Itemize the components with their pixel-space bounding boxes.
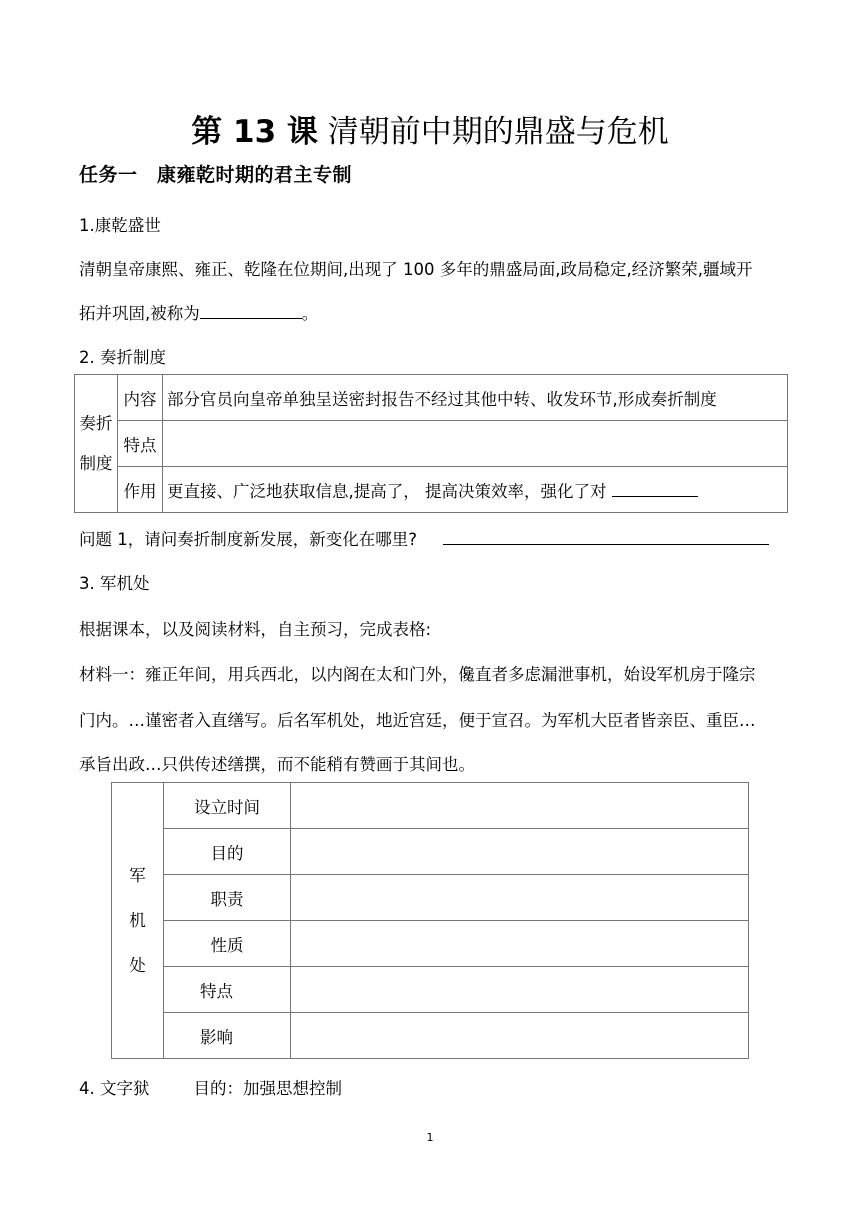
row-value-empty[interactable]: [291, 967, 749, 1013]
table-row: [75, 467, 788, 513]
group-label-line-1: 奏折: [79, 413, 113, 433]
table-row: [75, 375, 788, 421]
table-row: [112, 783, 749, 829]
table-row: [112, 967, 749, 1013]
fill-blank[interactable]: [200, 300, 302, 319]
row-value-empty[interactable]: [163, 421, 788, 467]
group-label-cell: [75, 375, 118, 513]
group-label-char: 军: [129, 866, 146, 885]
fill-blank[interactable]: [612, 478, 698, 497]
row-value-empty[interactable]: [291, 829, 749, 875]
section-1-text-line-1: 清朝皇帝康熙、雍正、乾隆在位期间,出现了 100 多年的鼎盛局面,政局稳定,经济繁荣,疆域开: [79, 260, 753, 279]
table-row: [75, 421, 788, 467]
section-3-instruction: 根据课本，以及阅读材料，自主预习，完成表格:: [79, 620, 432, 639]
page-title: [0, 106, 860, 151]
question-1: [79, 526, 769, 550]
group-label-cell: [112, 783, 164, 1059]
group-label-line-2: 制度: [79, 453, 113, 473]
row-value: 部分官员向皇帝单独呈送密封报告不经过其他中转、收发环节,形成奏折制度: [163, 375, 788, 421]
lesson-topic: 清朝前中期的鼎盛与危机: [327, 114, 669, 150]
lesson-number: 第 13 课: [191, 114, 318, 150]
task-heading: 任务一 康雍乾时期的君主专制: [79, 164, 353, 186]
row-label: 影响: [164, 1013, 291, 1059]
section-4-purpose: 目的：加强思想控制: [193, 1079, 342, 1098]
table-row: [112, 829, 749, 875]
row-label: 作用: [118, 467, 163, 513]
section-3-heading: 3. 军机处: [79, 574, 150, 593]
row-label: 目的: [164, 829, 291, 875]
question-1-text: 问题 1，请问奏折制度新发展，新变化在哪里?: [79, 530, 418, 549]
section-1-heading: 1.康乾盛世: [79, 216, 161, 235]
row-label: 特点: [118, 421, 163, 467]
grand-council-table: [111, 782, 749, 1059]
row-label: 职责: [164, 875, 291, 921]
memorial-system-table: [74, 374, 788, 513]
row-value-cell: [163, 467, 788, 513]
section-1-text-line-2-start: 拓并巩固,被称为: [79, 304, 200, 323]
section-1-text-line-2: [79, 300, 318, 324]
row-value-empty[interactable]: [291, 875, 749, 921]
row-value: 更直接、广泛地获取信息,提高了， 提高决策效率，强化了对: [167, 481, 607, 501]
section-1-text-line-2-end: 。: [301, 304, 319, 323]
page-number: 1: [426, 1131, 434, 1144]
row-label: 设立时间: [164, 783, 291, 829]
row-value-empty[interactable]: [291, 783, 749, 829]
row-value-empty[interactable]: [291, 1013, 749, 1059]
material-line-3: 承旨出政…只供传述缮撰，而不能稍有赞画于其间也。: [79, 755, 475, 774]
section-4: [79, 1075, 342, 1099]
section-4-heading: 4. 文字狱: [79, 1079, 150, 1098]
group-label-char: 处: [129, 956, 146, 975]
row-label: 特点: [164, 967, 291, 1013]
group-label-char: 机: [129, 911, 146, 930]
material-line-1: 材料一：雍正年间，用兵西北，以内阁在太和门外，儳直者多虑漏泄事机，始设军机房于隆宗: [79, 665, 756, 684]
table-row: [112, 875, 749, 921]
material-line-2: 门内。…谨密者入直缮写。后名军机处，地近宫廷，便于宣召。为军机大臣者皆亲臣、重臣…: [79, 711, 756, 730]
answer-blank[interactable]: [443, 526, 769, 545]
row-value-empty[interactable]: [291, 921, 749, 967]
table-row: [112, 1013, 749, 1059]
section-2-heading: 2. 奏折制度: [79, 348, 166, 367]
row-label: 内容: [118, 375, 163, 421]
table-row: [112, 921, 749, 967]
row-label: 性质: [164, 921, 291, 967]
